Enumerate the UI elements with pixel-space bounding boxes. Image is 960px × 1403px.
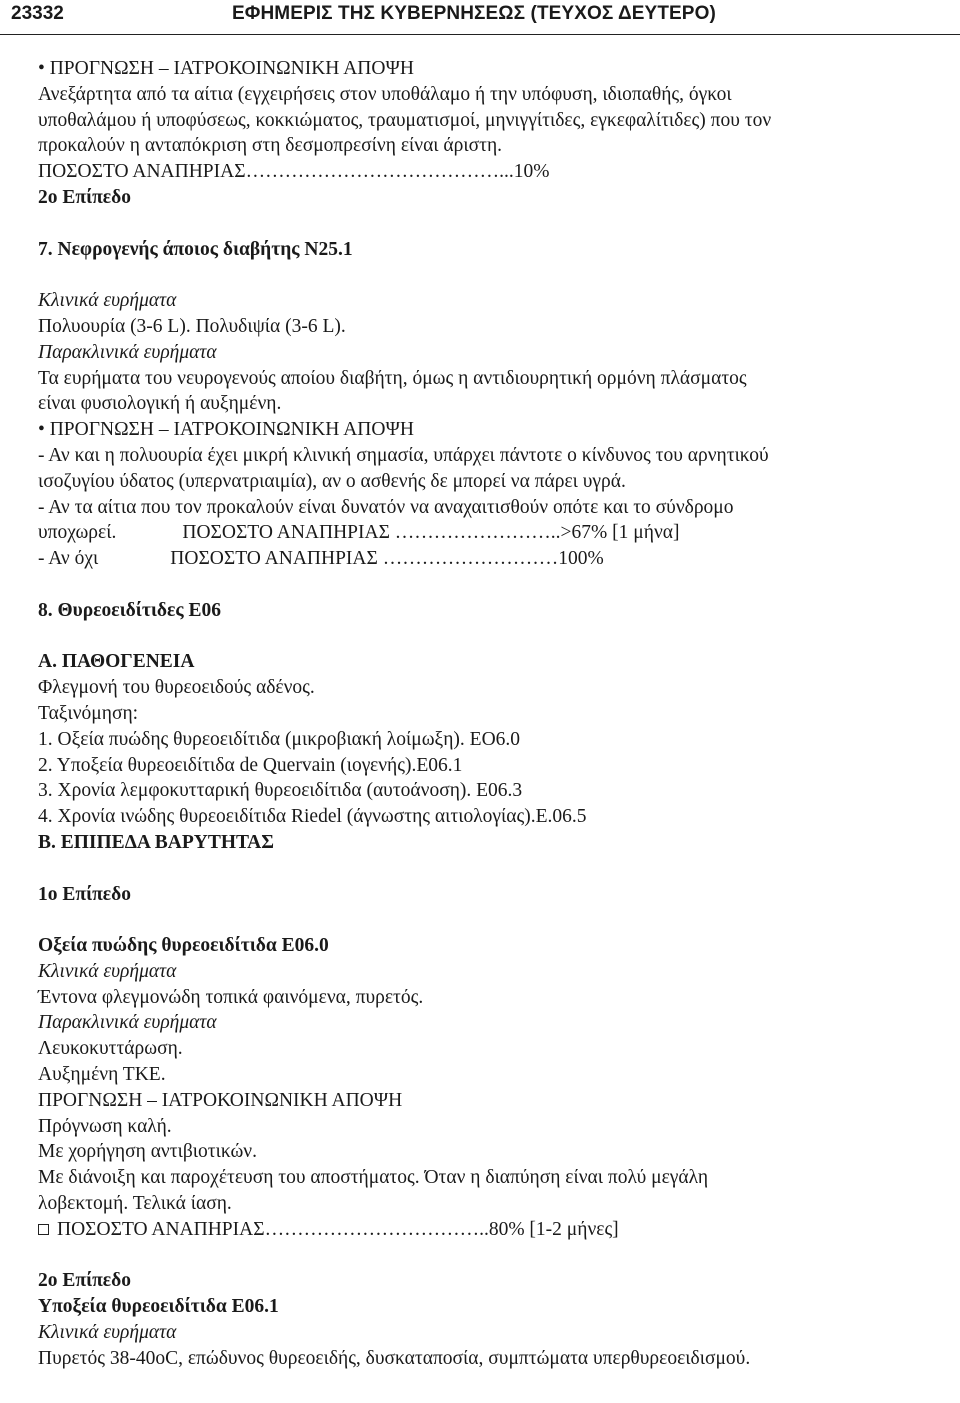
list-item: 2. Υποξεία θυρεοειδίτιδα de Quervain (ιογενής).Ε06.1: [38, 754, 463, 776]
text-line: [38, 546, 916, 572]
list-item: 3. Χρονία λεμφοκυτταρική θυρεοειδίτιδα (αυτοάνοση). Ε06.3: [38, 780, 523, 802]
clinical-text: Έντονα φλεγμονώδη τοπικά φαινόμενα, πυρετός.: [38, 986, 424, 1008]
text-line: ισοζυγίου ύδατος (υπερνατριαιμία), αν ο ασθενής δε μπορεί να πάρει υγρά.: [38, 470, 626, 492]
subsection-title: Α. ΠΑΘΟΓΕΝΕΙΑ: [38, 651, 195, 673]
classification-label: Ταξινόμηση:: [38, 702, 139, 724]
level-heading: 1ο Επίπεδο: [38, 883, 131, 905]
disability-percent-line: [38, 1217, 916, 1243]
section-title: 7. Νεφρογενής άποιος διαβήτης Ν25.1: [38, 238, 353, 260]
clinical-label: Κλινικά ευρήματα: [38, 960, 177, 982]
disability-percent: ΠΟΣΟΣΤΟ ΑΝΑΠΗΡΙΑΣ ………………………100%: [170, 548, 604, 570]
text-line: υποθαλάμου ή υποφύσεως, κοκκιώματος, τραυματισμοί, μηνιγγίτιδες, εγκεφαλίτιδες) που τον: [38, 109, 772, 131]
page-number: 23332: [11, 3, 64, 24]
prognosis-heading: ΠΡΟΓΝΩΣΗ – ΙΑΤΡΟΚΟΙΝΩΝΙΚΗ ΑΠΟΨΗ: [38, 1089, 403, 1111]
text-line: Λευκοκυττάρωση.: [38, 1038, 183, 1060]
text-line: Αυξημένη ΤΚΕ.: [38, 1064, 166, 1086]
checkbox-square-icon: [38, 1224, 49, 1235]
disability-percent: ΠΟΣΟΣΤΟ ΑΝΑΠΗΡΙΑΣ……………………………..80% [1-2 μήνες]: [57, 1218, 619, 1240]
list-item: 4. Χρονία ινώδης θυρεοειδίτιδα Riedel (άγνωστης αιτιολογίας).Ε.06.5: [38, 806, 587, 828]
paraclinical-label: Παρακλινικά ευρήματα: [38, 1012, 217, 1034]
list-item: 1. Οξεία πυώδης θυρεοειδίτιδα (μικροβιακή λοίμωξη). ΕΟ6.0: [38, 728, 521, 750]
subsection-title: Β. ΕΠΙΠΕΔΑ ΒΑΡΥΤΗΤΑΣ: [38, 831, 274, 853]
text-line: - Αν τα αίτια που τον προκαλούν είναι δυνατόν να αναχαιτισθούν οπότε και το σύνδρομο: [38, 496, 734, 518]
section-title: 8. Θυρεοειδίτιδες Ε06: [38, 599, 221, 621]
text-line: Φλεγμονή του θυρεοειδούς αδένος.: [38, 677, 315, 699]
text-fragment: - Αν όχι: [38, 548, 99, 570]
prognosis-heading: • ΠΡΟΓΝΩΣΗ – ΙΑΤΡΟΚΟΙΝΩΝΙΚΗ ΑΠΟΨΗ: [38, 419, 414, 441]
text-line: Τα ευρήματα του νευρογενούς αποίου διαβήτη, όμως η αντιδιουρητική ορμόνη πλάσματος: [38, 367, 747, 389]
text-line: λοβεκτομή. Τελικά ίαση.: [38, 1193, 232, 1215]
clinical-text: Πυρετός 38-40oC, επώδυνος θυρεοειδής, δυσκαταποσία, συμπτώματα υπερθυρεοειδισμού.: [38, 1347, 751, 1369]
document-body: [38, 56, 916, 1372]
prognosis-heading: • ΠΡΟΓΝΩΣΗ – ΙΑΤΡΟΚΟΙΝΩΝΙΚΗ ΑΠΟΨΗ: [38, 58, 414, 79]
condition-title: Υποξεία θυρεοειδίτιδα Ε06.1: [38, 1296, 279, 1318]
condition-title: Οξεία πυώδης θυρεοειδίτιδα Ε06.0: [38, 935, 329, 957]
clinical-label: Κλινικά ευρήματα: [38, 290, 177, 312]
text-line: είναι φυσιολογική ή αυξημένη.: [38, 393, 282, 415]
page-header: [0, 0, 960, 35]
gazette-title: ΕΦΗΜΕΡΙΣ ΤΗΣ ΚΥΒΕΡΝΗΣΕΩΣ (ΤΕΥΧΟΣ ΔΕΥΤΕΡΟ): [232, 3, 716, 24]
text-fragment: υποχωρεί.: [38, 522, 117, 544]
text-line: Με διάνοιξη και παροχέτευση του αποστήματος. Όταν η διαπύηση είναι πολύ μεγάλη: [38, 1167, 709, 1189]
text-line: Ανεξάρτητα από τα αίτια (εγχειρήσεις στον υποθάλαμο ή την υπόφυση, ιδιοπαθής, όγκοι: [38, 83, 732, 105]
text-line: Πρόγνωση καλή.: [38, 1115, 172, 1137]
clinical-label: Κλινικά ευρήματα: [38, 1322, 177, 1344]
paraclinical-label: Παρακλινικά ευρήματα: [38, 341, 217, 363]
clinical-text: Πολυουρία (3-6 L). Πολυδιψία (3-6 L).: [38, 315, 346, 337]
disability-percent: ΠΟΣΟΣΤΟ ΑΝΑΠΗΡΙΑΣ…………………………………...10%: [38, 161, 550, 183]
text-line: προκαλούν η ανταπόκριση στη δεσμοπρεσίνη είναι άριστη.: [38, 135, 503, 157]
text-line: - Αν και η πολυουρία έχει μικρή κλινική σημασία, υπάρχει πάντοτε ο κίνδυνος του αρνητικού: [38, 444, 769, 466]
disability-percent: ΠΟΣΟΣΤΟ ΑΝΑΠΗΡΙΑΣ ……………………..>67% [1 μήνα]: [182, 522, 680, 544]
level-heading: 2ο Επίπεδο: [38, 186, 131, 208]
text-line: [38, 520, 916, 546]
level-heading: 2ο Επίπεδο: [38, 1270, 131, 1292]
text-line: Με χορήγηση αντιβιοτικών.: [38, 1141, 258, 1163]
